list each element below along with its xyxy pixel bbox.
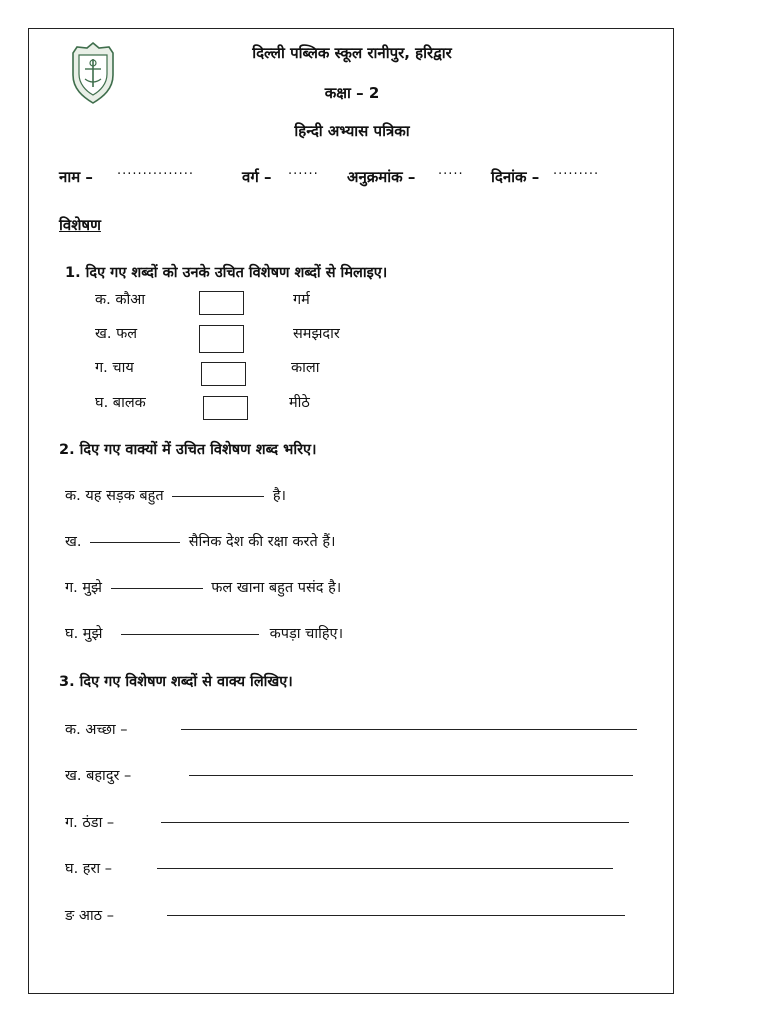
q2-item-text: सैनिक देश की रक्षा करते हैं।	[188, 534, 336, 550]
q1-answer-box[interactable]	[201, 362, 246, 386]
worksheet-page	[28, 28, 674, 994]
q3-answer-line[interactable]	[189, 775, 633, 776]
date-field-blank[interactable]: .........	[553, 163, 600, 178]
q1-right-item: गर्म	[293, 292, 310, 308]
question-3-title: 3. दिए गए विशेषण शब्दों से वाक्य लिखिए।	[59, 674, 293, 690]
q3-item: क. अच्छा –	[65, 722, 128, 738]
q1-right-item: समझदार	[293, 326, 340, 342]
name-field-label: नाम –	[59, 168, 93, 186]
q2-answer-blank[interactable]	[172, 496, 264, 497]
q3-answer-line[interactable]	[181, 729, 637, 730]
q2-answer-blank[interactable]	[90, 542, 180, 543]
q2-item-text: ग. मुझे	[65, 580, 103, 596]
q1-left-item: क. कौआ	[95, 292, 146, 308]
question-1-title: 1. दिए गए शब्दों को उनके उचित विशेषण शब्दों से मिलाइए।	[65, 265, 388, 281]
school-name: दिल्ली पब्लिक स्कूल रानीपुर, हरिद्वार	[252, 44, 452, 62]
class-label: कक्षा – 2	[324, 84, 380, 102]
q2-item	[65, 577, 341, 597]
q1-right-item: काला	[291, 360, 320, 376]
q3-item: ख. बहादुर –	[65, 768, 132, 784]
q2-answer-blank[interactable]	[111, 588, 203, 589]
name-field-blank[interactable]: ...............	[117, 163, 194, 178]
q1-answer-box[interactable]	[199, 291, 244, 315]
q1-right-item: मीठे	[289, 395, 310, 411]
q1-left-item: घ. बालक	[95, 395, 146, 411]
q2-item-text: कपड़ा चाहिए।	[269, 626, 344, 642]
sheet-title: हिन्दी अभ्यास पत्रिका	[294, 122, 410, 140]
q2-item-text: क. यह सड़क बहुत	[65, 488, 164, 504]
section-field-blank[interactable]: ......	[288, 163, 319, 178]
q1-left-item: ख. फल	[95, 326, 138, 342]
q3-answer-line[interactable]	[167, 915, 625, 916]
q2-item	[65, 531, 336, 551]
q2-answer-blank[interactable]	[121, 634, 259, 635]
roll-field-label: अनुक्रमांक –	[347, 168, 416, 186]
q2-item	[65, 623, 343, 643]
q3-answer-line[interactable]	[161, 822, 629, 823]
q3-item: ङ आठ –	[65, 908, 114, 924]
q2-item-text: घ. मुझे	[65, 626, 103, 642]
q2-item-text: ख.	[65, 534, 82, 550]
question-2-title: 2. दिए गए वाक्यों में उचित विशेषण शब्द भरिए।	[59, 442, 317, 458]
q1-left-item: ग. चाय	[95, 360, 134, 376]
q3-item: घ. हरा –	[65, 861, 113, 877]
topic-heading: विशेषण	[59, 216, 101, 234]
roll-field-blank[interactable]: .....	[438, 163, 464, 178]
section-field-label: वर्ग –	[242, 168, 272, 186]
q1-answer-box[interactable]	[203, 396, 248, 420]
q2-item	[65, 485, 286, 505]
date-field-label: दिनांक –	[491, 168, 540, 186]
q1-answer-box[interactable]	[199, 325, 244, 353]
q2-item-text: फल खाना बहुत पसंद है।	[211, 580, 342, 596]
q3-item: ग. ठंडा –	[65, 815, 115, 831]
q3-answer-line[interactable]	[157, 868, 613, 869]
q2-item-text: है।	[272, 488, 287, 504]
